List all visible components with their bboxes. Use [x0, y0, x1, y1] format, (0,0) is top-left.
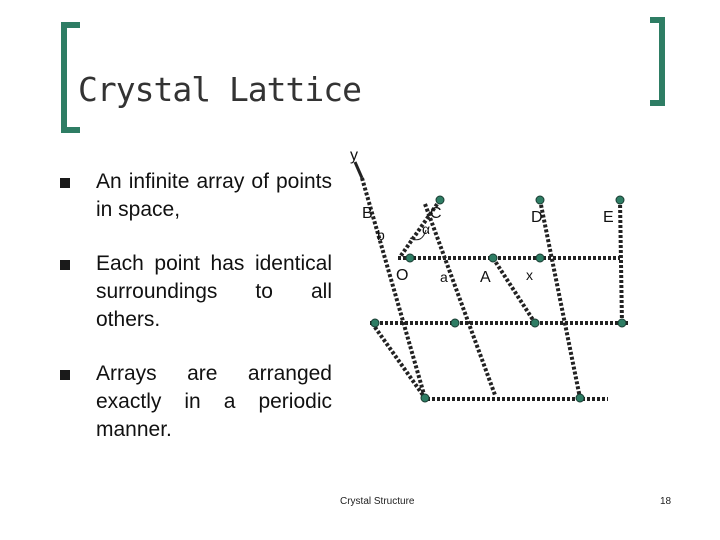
lattice-point	[536, 196, 544, 204]
lattice-column-line	[425, 204, 495, 395]
page-number: 18	[660, 496, 672, 507]
lattice-column-line	[620, 200, 622, 325]
label-B: B	[362, 205, 373, 222]
footer-title: Crystal Structure	[340, 496, 415, 507]
lattice-point	[451, 319, 459, 327]
y-axis-arrow	[355, 162, 362, 178]
lattice-point	[489, 254, 497, 262]
square-bullet-icon	[60, 178, 70, 188]
label-O: O	[396, 267, 409, 284]
label-alpha: α	[422, 221, 431, 237]
slide-title: Crystal Lattice	[78, 70, 362, 109]
label-b: b	[377, 227, 385, 243]
title-right-bracket	[646, 15, 676, 115]
bullet-text: Each point has identical surroundings to all others.	[96, 252, 332, 331]
bullet-item	[60, 250, 335, 334]
lattice-point	[371, 319, 379, 327]
lattice-column-line	[372, 323, 425, 398]
lattice-point	[536, 254, 544, 262]
square-bullet-icon	[60, 370, 70, 380]
lattice-point	[618, 319, 626, 327]
lattice-point	[531, 319, 539, 327]
lattice-points	[371, 196, 626, 402]
bullet-item	[60, 360, 335, 444]
lattice-point	[436, 196, 444, 204]
label-A: A	[480, 269, 491, 286]
label-y: y	[350, 147, 358, 164]
lattice-point	[421, 394, 429, 402]
bullet-item	[60, 168, 335, 224]
bullet-text: Arrays are arranged exactly in a periodic manner.	[96, 362, 332, 441]
label-D: D	[531, 209, 543, 226]
lattice-point	[576, 394, 584, 402]
lattice-point	[406, 254, 414, 262]
lattice-point	[616, 196, 624, 204]
crystal-lattice-diagram	[340, 140, 660, 420]
square-bullet-icon	[60, 260, 70, 270]
lattice-column-line	[540, 200, 580, 398]
label-x: x	[526, 267, 533, 283]
bullet-text: An infinite array of points in space,	[96, 170, 332, 221]
label-C: C	[430, 205, 442, 222]
label-a: a	[440, 269, 448, 285]
label-E: E	[603, 209, 614, 226]
lattice-lines	[362, 178, 630, 399]
